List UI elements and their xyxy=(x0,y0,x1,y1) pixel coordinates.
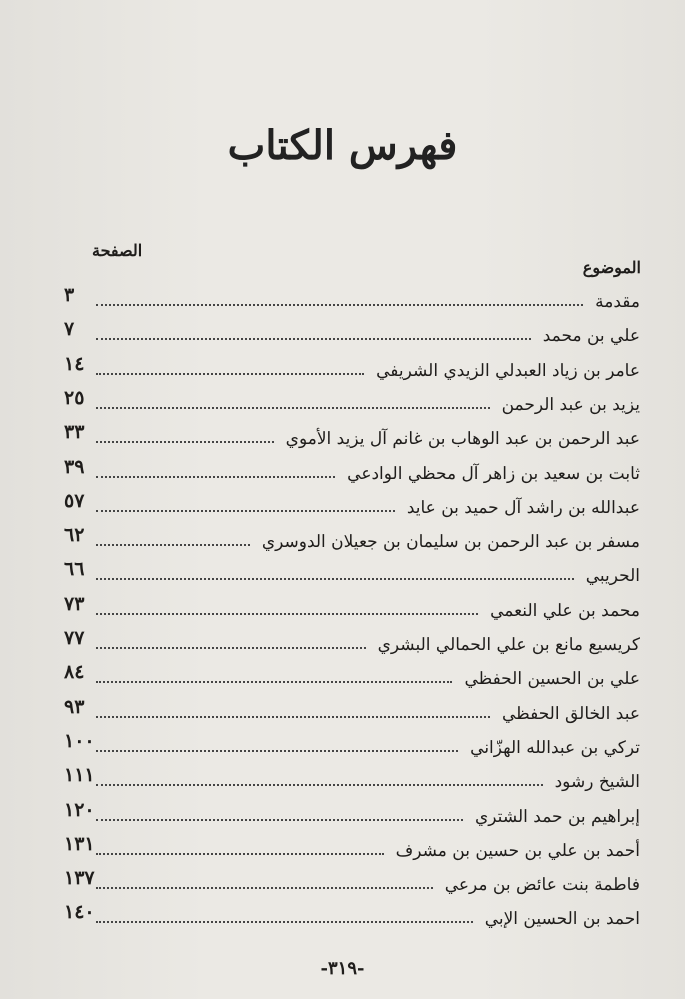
toc-entry-label: أحمد بن علي بن حسين بن مشرف xyxy=(395,840,640,861)
toc-entry-label: عبد الرحمن بن عبد الوهاب بن غانم آل يزيد الأموي xyxy=(285,429,640,450)
toc-page-number: ٨٤ xyxy=(64,661,85,684)
toc-row xyxy=(60,861,640,895)
toc-page-number: ٩٣ xyxy=(64,695,85,718)
toc-leader-dots xyxy=(96,337,531,340)
toc-row xyxy=(60,552,640,586)
toc-row xyxy=(60,758,640,792)
toc-page-number: ١٤ xyxy=(64,352,85,375)
toc-leader-dots xyxy=(96,440,274,443)
toc-entry-label: احمد بن الحسين الإبي xyxy=(484,909,640,930)
page-number: -٣١٩- xyxy=(320,958,365,979)
toc-row xyxy=(60,655,640,689)
toc-leader-dots xyxy=(96,577,574,580)
toc-page-number: ٦٦ xyxy=(64,558,85,581)
toc-entry-label: عبدالله بن راشد آل حميد بن عايد xyxy=(406,497,640,518)
toc-page-number: ٧٣ xyxy=(64,592,85,615)
toc-page-number: ١١١ xyxy=(64,764,95,787)
toc-row xyxy=(60,690,640,724)
toc-leader-dots xyxy=(96,646,366,649)
toc-entry-label: عبد الخالق الحفظي xyxy=(501,703,640,724)
toc-leader-dots xyxy=(96,475,335,478)
toc-row xyxy=(60,381,640,415)
toc-entry-label: الحريبي xyxy=(585,566,640,587)
toc-leader-dots xyxy=(96,886,433,889)
toc-entry-label: مقدمة xyxy=(595,292,640,312)
toc-page-number: ١٠٠ xyxy=(64,729,95,752)
toc-row xyxy=(60,587,640,621)
toc-page-number: ٢٥ xyxy=(64,386,85,409)
toc-page-number: ٣ xyxy=(64,284,75,306)
toc-leader-dots xyxy=(96,509,395,512)
toc-entry-label: ثابت بن سعيد بن زاهر آل محظي الوادعي xyxy=(347,463,640,484)
toc-entry-label: محمد بن علي النعمي xyxy=(490,600,640,621)
toc-row xyxy=(60,312,640,346)
toc-entry-label: إبراهيم بن حمد الشتري xyxy=(475,806,640,827)
toc-leader-dots xyxy=(96,680,452,683)
toc-entry-label: الشيخ رشود xyxy=(554,772,640,793)
toc-entry-label: يزيد بن عبد الرحمن xyxy=(501,394,640,415)
toc-leader-dots xyxy=(96,406,490,409)
toc-entry-label: علي بن الحسين الحفظي xyxy=(464,669,640,690)
toc-row xyxy=(60,895,640,929)
toc-entry-label: مسفر بن عبد الرحمن بن سليمان بن جعيلان الدوسري xyxy=(261,532,640,553)
toc-leader-dots xyxy=(96,372,364,375)
toc-leader-dots xyxy=(96,749,458,752)
toc-row xyxy=(60,450,640,484)
toc-leader-dots xyxy=(96,543,250,546)
toc-page-number: ١٤٠ xyxy=(64,901,95,924)
toc-page-number: ١٢٠ xyxy=(64,798,95,821)
toc-entry-label: كريسيع مانع بن علي الحمالي البشري xyxy=(377,635,640,655)
toc-row xyxy=(60,724,640,758)
toc-page-number: ٥٧ xyxy=(64,489,85,512)
toc-entry-label: عامر بن زياد العبدلي الزيدي الشريفي xyxy=(376,360,640,381)
toc-leader-dots xyxy=(96,852,384,855)
toc-row xyxy=(60,621,640,655)
toc-row xyxy=(60,278,640,312)
toc-leader-dots xyxy=(96,612,478,615)
topic-column-header: الموضوع xyxy=(582,258,641,277)
toc-row xyxy=(60,793,640,827)
toc-page-number: ٧٧ xyxy=(64,627,85,649)
toc-page-number: ٣٣ xyxy=(64,421,85,444)
toc-row xyxy=(60,484,640,518)
toc-page-number: ٣٩ xyxy=(64,455,85,478)
page-title: فهرس الكتاب xyxy=(227,122,458,169)
toc-entry-label: فاطمة بنت عائض بن مرعي xyxy=(444,875,640,896)
toc-row xyxy=(60,347,640,381)
toc-entry-label: تركي بن عبدالله الهزّاني xyxy=(470,737,640,758)
toc-page-number: ١٣١ xyxy=(64,832,95,855)
toc-entry-label: علي بن محمد xyxy=(542,326,640,347)
page-column-header: الصفحة xyxy=(92,241,143,260)
toc-leader-dots xyxy=(96,303,583,306)
toc-page-number: ٦٢ xyxy=(64,524,85,547)
toc-page-number: ١٣٧ xyxy=(64,867,95,890)
toc-page-number: ٧ xyxy=(64,318,75,341)
toc-row xyxy=(60,518,640,552)
toc-leader-dots xyxy=(96,818,463,821)
toc-leader-dots xyxy=(96,920,473,923)
toc-leader-dots xyxy=(96,715,490,718)
toc-leader-dots xyxy=(96,783,543,786)
toc-row xyxy=(60,827,640,861)
toc-row xyxy=(60,415,640,449)
